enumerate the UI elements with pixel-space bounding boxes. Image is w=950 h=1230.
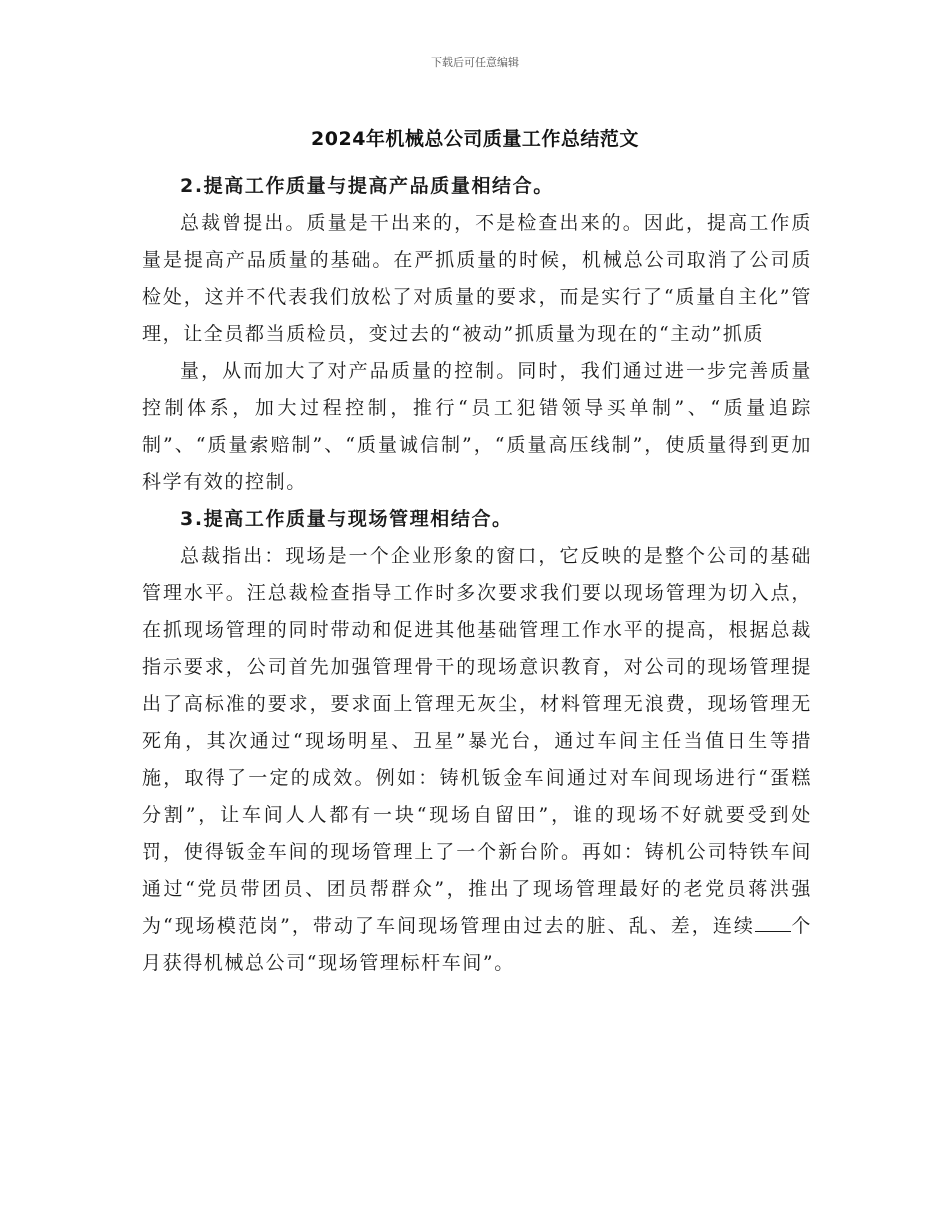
- section-heading-2: 2.提高工作质量与提高产品质量相结合。: [180, 175, 554, 197]
- paragraph: 总裁曾提出。质量是干出来的，不是检查出来的。因此，提高工作质量是提高产品质量的基础。在严抓质量的时候，机械总公司取消了公司质检处，这并不代表我们放松了对质量的要求，而是实行了“质量自主化”管理，让全员都当质检员，变过去的“被动”抓质量为现在的“主动”抓质: [142, 212, 812, 345]
- section-heading-3: 3.提高工作质量与现场管理相结合。: [180, 508, 513, 530]
- paragraph: [142, 538, 812, 982]
- paragraph-text-end: 个月获得机械总公司“现场管理标杆车间”。: [142, 915, 812, 974]
- paragraph: 量，从而加大了对产品质量的控制。同时，我们通过进一步完善质量控制体系，加大过程控制，推行“员工犯错领导买单制”、“质量追踪制”、“质量索赔制”、“质量诚信制”，“质量高压线制”，使质量得到更加科学有效的控制。: [142, 360, 812, 493]
- document-title: 2024年机械总公司质量工作总结范文: [311, 128, 639, 150]
- fill-in-blank: [755, 911, 791, 932]
- header-note: 下载后可任意编辑: [431, 56, 519, 69]
- paragraph-text: 总裁指出：现场是一个企业形象的窗口，它反映的是整个公司的基础管理水平。汪总裁检查指导工作时多次要求我们要以现场管理为切入点，在抓现场管理的同时带动和促进其他基础管理工作水平的提高，根据总裁指示要求，公司首先加强管理骨干的现场意识教育，对公司的现场管理提出了高标准的要求，要求面上管理无灰尘，材料管理无浪费，现场管理无死角，其次通过“现场明星、丑星”暴光台，通过车间主任当值日生等措施，取得了一定的成效。例如：铸机钣金车间通过对车间现场进行“蛋糕分割”，让车间人人都有一块“现场自留田”，谁的现场不好就要受到处罚，使得钣金车间的现场管理上了一个新台阶。再如：铸机公司特铁车间通过“党员带团员、团员帮群众”，推出了现场管理最好的老党员蒋洪强为“现场模范岗”，带动了车间现场管理由过去的脏、乱、差，连续: [142, 545, 812, 937]
- document-body: [142, 168, 812, 982]
